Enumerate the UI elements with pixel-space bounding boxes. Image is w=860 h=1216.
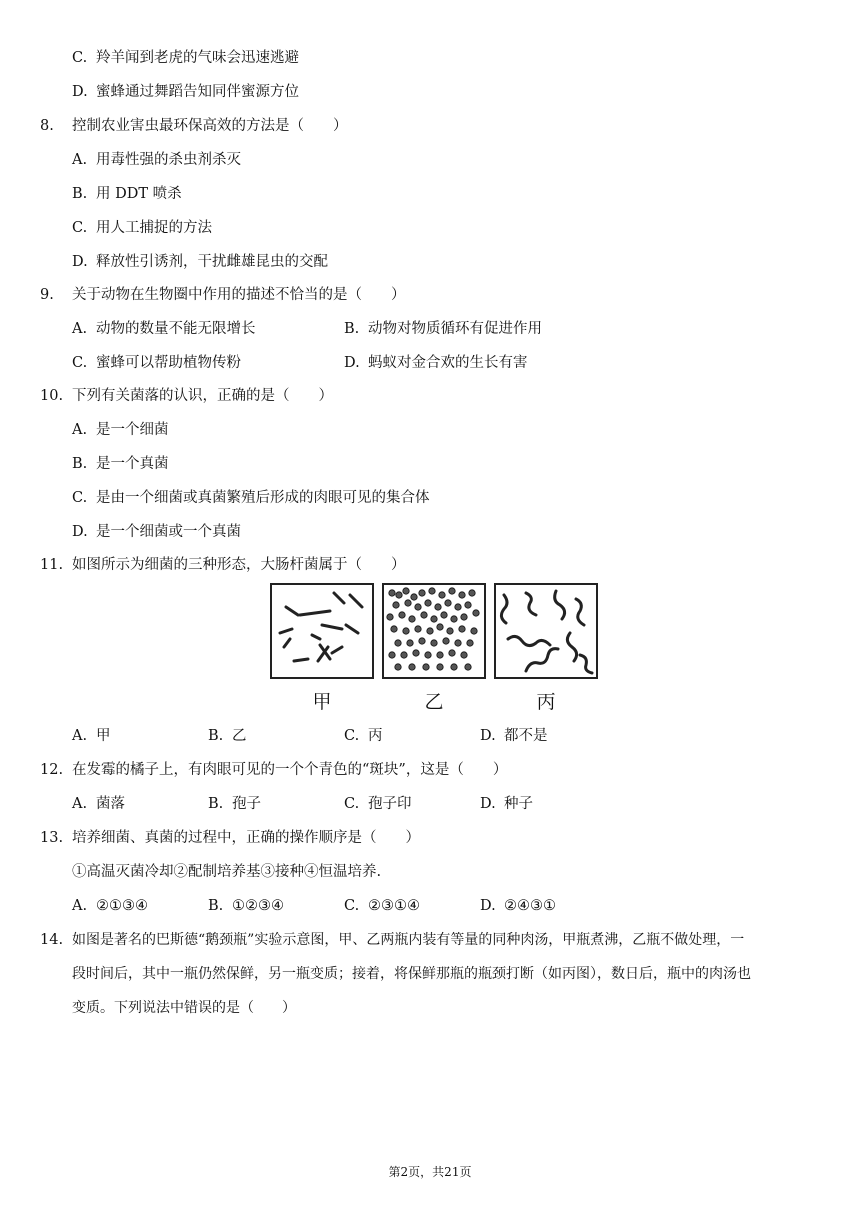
q8-number: 8.	[40, 118, 54, 134]
q11-option-a: A. 甲	[72, 728, 111, 744]
q7-option-c: C. 羚羊闻到老虎的气味会迅速逃避	[72, 50, 299, 66]
coccus-bacteria-image	[384, 585, 484, 677]
q9-stem: 关于动物在生物圈中作用的描述不恰当的是（ ）	[72, 287, 406, 303]
q13-steps: ①高温灭菌冷却②配制培养基③接种④恒温培养.	[72, 864, 382, 880]
rod-bacteria-image	[272, 585, 372, 677]
spiral-bacteria-image	[496, 585, 596, 677]
bacteria-panel-spiral	[494, 583, 598, 679]
q14-number: 14.	[40, 932, 64, 948]
q11-option-c: C. 丙	[344, 728, 383, 744]
q12-option-c: C. 孢子印	[344, 796, 412, 812]
q9-option-c: C. 蜜蜂可以帮助植物传粉	[72, 355, 241, 371]
q13-option-c: C. ②③①④	[344, 898, 420, 914]
q12-stem: 在发霉的橘子上，有肉眼可见的一个个青色的“斑块”，这是（ ）	[72, 762, 508, 778]
q8-option-c: C. 用人工捕捉的方法	[72, 220, 212, 236]
q10-option-a: A. 是一个细菌	[72, 422, 169, 438]
q10-option-d: D. 是一个细菌或一个真菌	[72, 524, 241, 540]
q9-option-d: D. 蚂蚁对金合欢的生长有害	[344, 355, 528, 371]
q9-number: 9.	[40, 287, 54, 303]
q10-option-c: C. 是由一个细菌或真菌繁殖后形成的肉眼可见的集合体	[72, 490, 430, 506]
q13-option-b: B. ①②③④	[208, 898, 284, 914]
q12-option-d: D. 种子	[480, 796, 533, 812]
q12-option-a: A. 菌落	[72, 796, 125, 812]
q10-option-b: B. 是一个真菌	[72, 456, 169, 472]
q9-option-a: A. 动物的数量不能无限增长	[72, 321, 256, 337]
q13-number: 13.	[40, 830, 64, 846]
figure-label-jia: 甲	[312, 691, 332, 713]
q11-stem: 如图所示为细菌的三种形态，大肠杆菌属于（ ）	[72, 557, 406, 573]
q9-option-b: B. 动物对物质循环有促进作用	[344, 321, 542, 337]
q11-number: 11.	[40, 557, 64, 573]
q12-option-b: B. 孢子	[208, 796, 261, 812]
q7-option-d: D. 蜜蜂通过舞蹈告知同伴蜜源方位	[72, 84, 299, 100]
figure-label-bing: 丙	[536, 691, 556, 713]
q8-option-b: B. 用 DDT 喷杀	[72, 186, 182, 202]
q13-option-d: D. ②④③①	[480, 898, 556, 914]
bacteria-shapes-figure	[270, 583, 600, 718]
bacteria-panel-rod	[270, 583, 374, 679]
bacteria-panel-coccus	[382, 583, 486, 679]
q8-option-d: D. 释放性引诱剂，干扰雌雄昆虫的交配	[72, 254, 328, 270]
figure-label-yi: 乙	[424, 691, 444, 713]
q11-option-b: B. 乙	[208, 728, 247, 744]
q13-option-a: A. ②①③④	[72, 898, 148, 914]
q10-stem: 下列有关菌落的认识，正确的是（ ）	[72, 388, 333, 404]
q14-stem-line2: 段时间后，其中一瓶仍然保鲜，另一瓶变质；接着，将保鲜那瓶的瓶颈打断（如丙图），数日后，瓶中的肉汤也	[72, 966, 751, 982]
q11-option-d: D. 都不是	[480, 728, 548, 744]
q14-stem-line1: 如图是著名的巴斯德“鹅颈瓶”实验示意图，甲、乙两瓶内装有等量的同种肉汤，甲瓶煮沸，乙瓶不做处理，一	[72, 932, 745, 948]
q10-number: 10.	[40, 388, 64, 404]
q8-stem: 控制农业害虫最环保高效的方法是（ ）	[72, 118, 348, 134]
q14-stem-line3: 变质。下列说法中错误的是（ ）	[72, 1000, 296, 1016]
q13-stem: 培养细菌、真菌的过程中，正确的操作顺序是（ ）	[72, 830, 420, 846]
q12-number: 12.	[40, 762, 64, 778]
page-footer: 第2页，共21页	[388, 1165, 472, 1179]
q8-option-a: A. 用毒性强的杀虫剂杀灭	[72, 152, 241, 168]
